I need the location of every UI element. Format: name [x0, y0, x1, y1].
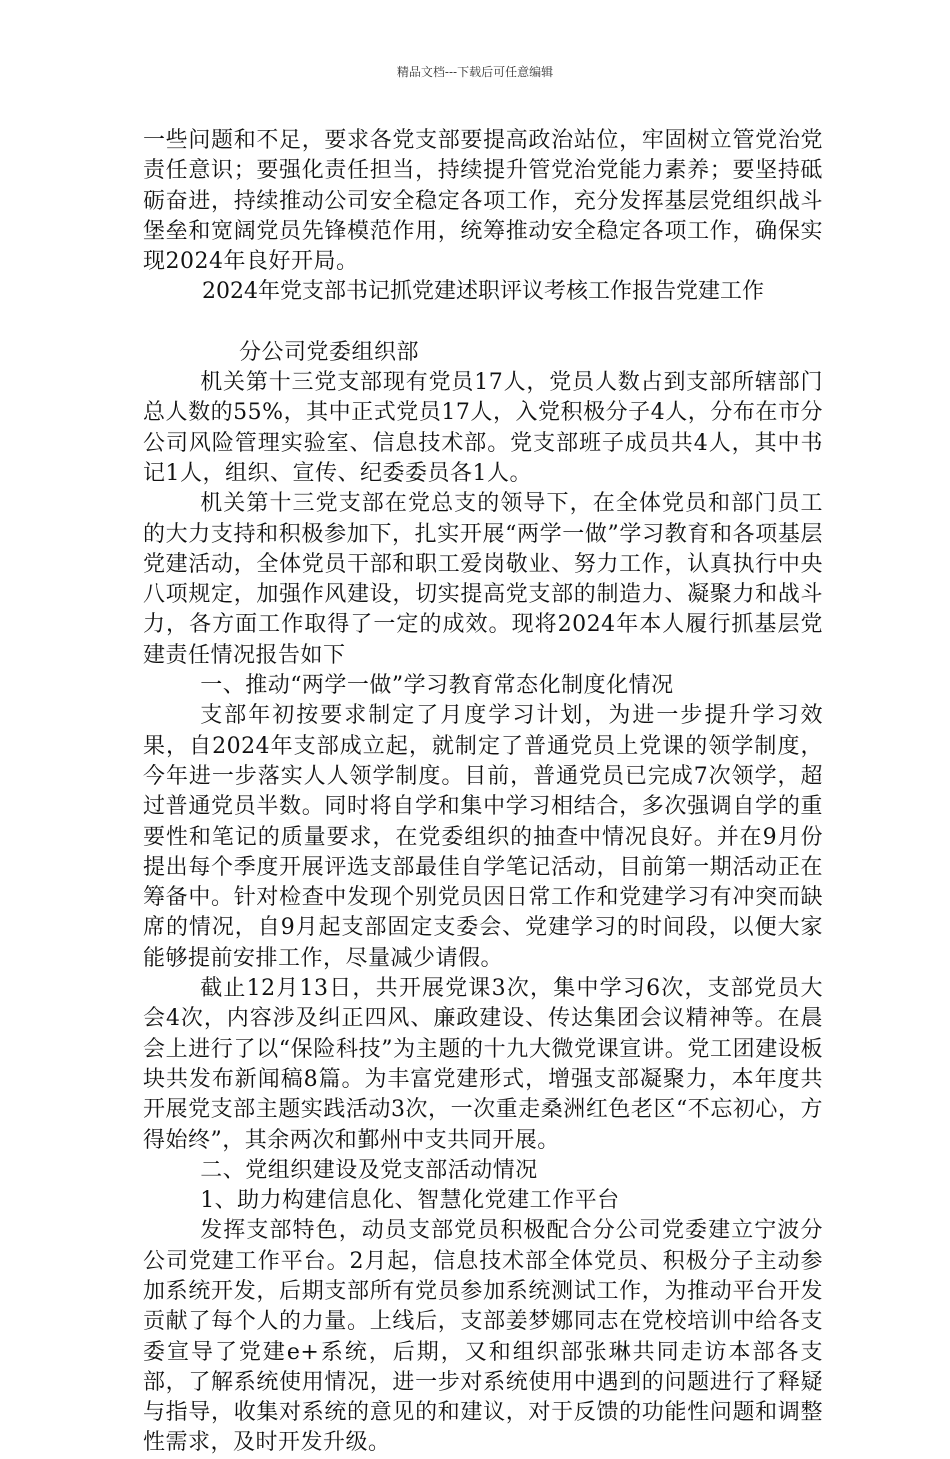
- blank-line: [143, 308, 823, 338]
- paragraph-platform: 发挥支部特色，动员支部党员积极配合分公司党委建立宁波分公司党建工作平台。2月起，信息技术部全体党员、积极分子主动参加系统开发，后期支部所有党员参加系统测试工作，为推动平台开发贡献了每个人的力量。上线后，支部姜梦娜同志在党校培训中给各支委宣导了党建e+系统，后期，又和组织部张琳共同走访本部各支部，了解系统使用情况，进一步对系统使用中遇到的问题进行了释疑与指导，收集对系统的意见的和建议，对于反馈的功能性问题和调整性需求，及时开发升级。: [143, 1218, 823, 1456]
- continuation-paragraph: 一些问题和不足，要求各党支部要提高政治站位，牢固树立管党治党责任意识；要强化责任担当，持续提升管党治党能力素养；要坚持砥砺奋进，持续推动公司安全稳定各项工作，充分发挥基层党组织战斗堡垒和宽阔党员先锋模范作用，统筹推动安全稳定各项工作，确保实现2024年良好开局。: [143, 128, 823, 275]
- paragraph-activities: 截止12月13日，共开展党课3次，集中学习6次，支部党员大会4次，内容涉及纠正四风、廉政建设、传达集团会议精神等。在晨会上进行了以“保险科技”为主题的十九大微党课宣讲。党工团建设板块共发布新闻稿8篇。为丰富党建形式，增强支部凝聚力，本年度共开展党支部主题实践活动3次，一次重走桑洲红色老区“不忘初心，方得始终”，其余两次和鄞州中支共同开展。: [143, 976, 823, 1153]
- organization-name: 分公司党委组织部: [239, 339, 420, 365]
- paragraph-study-plan: 支部年初按要求制定了月度学习计划，为进一步提升学习效果，自2024年支部成立起，就制定了普通党员上党课的领学制度，今年进一步落实人人领学制度。目前，普通党员已完成7次领学，超过普通党员半数。同时将自学和集中学习相结合，多次强调自学的重要性和笔记的质量要求，在党委组织的抽查中情况良好。并在9月份提出每个季度开展评选支部最佳自学笔记活动，目前第一期活动正在筹备中。针对检查中发现个别党员因日常工作和党建学习有冲突而缺席的情况，自9月起支部固定支委会、党建学习的时间段，以便大家能够提前安排工作，尽量减少请假。: [143, 703, 823, 971]
- paragraph-membership: 机关第十三党支部现有党员17人，党员人数占到支部所辖部门总人数的55%，其中正式党员17人，入党积极分子4人，分布在市分公司风险管理实验室、信息技术部。党支部班子成员共4人，其中书记1人，组织、宣传、纪委委员各1人。: [143, 370, 823, 486]
- page-header: 精品文档---下载后可任意编辑: [396, 65, 554, 79]
- subsection-heading-1: 1、助力构建信息化、智慧化党建工作平台: [200, 1188, 620, 1214]
- paragraph-overview: 机关第十三党支部在党总支的领导下，在全体党员和部门员工的大力支持和积极参加下，扎实开展“两学一做”学习教育和各项基层党建活动，全体党员干部和职工爱岗敬业、努力工作，认真执行中央八项规定，加强作风建设，切实提高党支部的制造力、凝聚力和战斗力，各方面工作取得了一定的成效。现将2024年本人履行抓基层党建责任情况报告如下: [143, 491, 823, 668]
- section-heading-2: 二、党组织建设及党支部活动情况: [200, 1157, 538, 1183]
- section-heading-1: 一、推动“两学一做”学习教育常态化制度化情况: [200, 673, 674, 699]
- document-body: [143, 126, 823, 1459]
- document-title: 2024年党支部书记抓党建述职评议考核工作报告党建工作: [202, 279, 764, 305]
